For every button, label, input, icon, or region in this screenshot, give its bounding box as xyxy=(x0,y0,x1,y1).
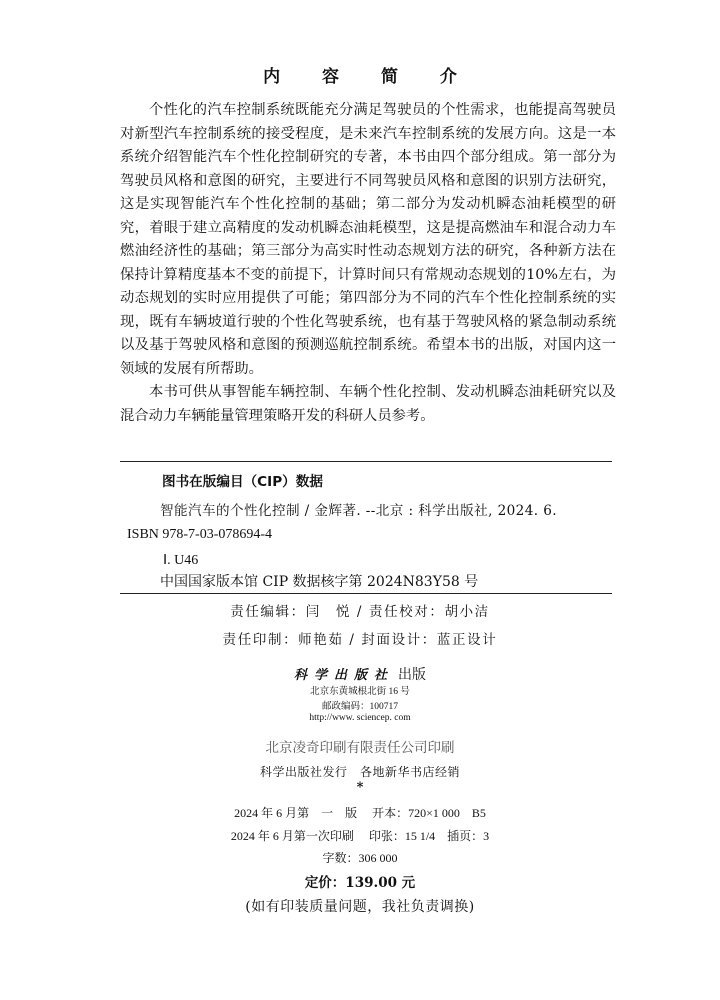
edition-line-2 xyxy=(0,827,720,844)
edition-date: 2024 年 6 月第 一 版 xyxy=(234,806,358,820)
cip-isbn: ISBN 978-7-03-078694-4 xyxy=(127,527,273,542)
cip-verification-number: 中国国家版本馆 CIP 数据核字第 2024N83Y58 号 xyxy=(160,574,479,590)
quality-notice: (如有印装质量问题，我社负责调换) xyxy=(245,899,475,915)
distribution-line: 科学出版社发行 各地新华书店经销 xyxy=(259,765,460,779)
separator-asterisk: * xyxy=(356,780,364,795)
cip-classification: Ⅰ. U46 xyxy=(163,553,199,568)
printing-date: 2024 年 6 月第一次印刷 xyxy=(230,829,354,843)
publisher-line xyxy=(0,664,720,684)
edition-line-1 xyxy=(0,804,720,821)
production-credits: 责任印制：师艳茹 / 封面设计：蓝正设计 xyxy=(222,632,498,648)
summary-paragraph-2: 本书可供从事智能车辆控制、车辆个性化控制、发动机瞬态油耗研究以及混合动力车辆能量管理策略开发的科研人员参考。 xyxy=(120,384,616,424)
cip-top-divider xyxy=(120,461,612,462)
cip-record: 智能汽车的个性化控制 / 金辉著. --北京 : 科学出版社, 2024. 6. xyxy=(160,503,557,519)
page-title: 内 容 简 介 xyxy=(263,67,475,87)
word-count: 字数：306 000 xyxy=(322,851,398,865)
summary-paragraph-1: 个性化的汽车控制系统既能充分满足驾驶员的个性需求，也能提高驾驶员对新型汽车控制系统的接受程度，是未来汽车控制系统的发展方向。这是一本系统介绍智能汽车个性化控制研究的专著，本书由四个部分组成。第一部分为驾驶员风格和意图的研究，主要进行不同驾驶员风格和意图的识别方法研究，这是实现智能汽车个性化控制的基础；第二部分为发动机瞬态油耗模型的研究，着眼于建立高精度的发动机瞬态油耗模型，这是提高燃油车和混合动力车燃油经济性的基础；第三部分为高实时性动态规划方法的研究，各种新方法在保持计算精度基本不变的前提下，计算时间只有常规动态规划的10%左右，为动态规划的实时应用提供了可能；第四部分为不同的汽车个性化控制系统的实现，既有车辆坡道行驶的个性化驾驶系统，也有基于驾驶风格的紧急制动系统以及基于驾驶风格和意图的预测巡航控制系统。希望本书的出版，对国内这一领域的发展有所帮助。 xyxy=(120,102,616,377)
publisher-address: 北京东黄城根北街 16 号 xyxy=(310,687,410,697)
publisher-logo: 科学出版社 xyxy=(293,668,394,683)
publisher-suffix: 出版 xyxy=(398,667,426,683)
editor-credits: 责任编辑：闫 悦 / 责任校对：胡小洁 xyxy=(230,604,490,620)
cip-bottom-divider xyxy=(120,593,612,594)
publisher-website: http://www. sciencep. com xyxy=(309,713,411,723)
publisher-postcode: 邮政编码：100717 xyxy=(321,702,398,712)
cip-heading: 图书在版编目（CIP）数据 xyxy=(162,474,323,490)
printer-name: 北京凌奇印刷有限责任公司印刷 xyxy=(265,740,455,756)
format-size: 开本：720×1 000 B5 xyxy=(372,806,486,820)
price: 定价：139.00 元 xyxy=(304,875,416,891)
sheets-count: 印张：15 1/4 插页：3 xyxy=(368,829,490,843)
content-summary xyxy=(120,99,616,428)
